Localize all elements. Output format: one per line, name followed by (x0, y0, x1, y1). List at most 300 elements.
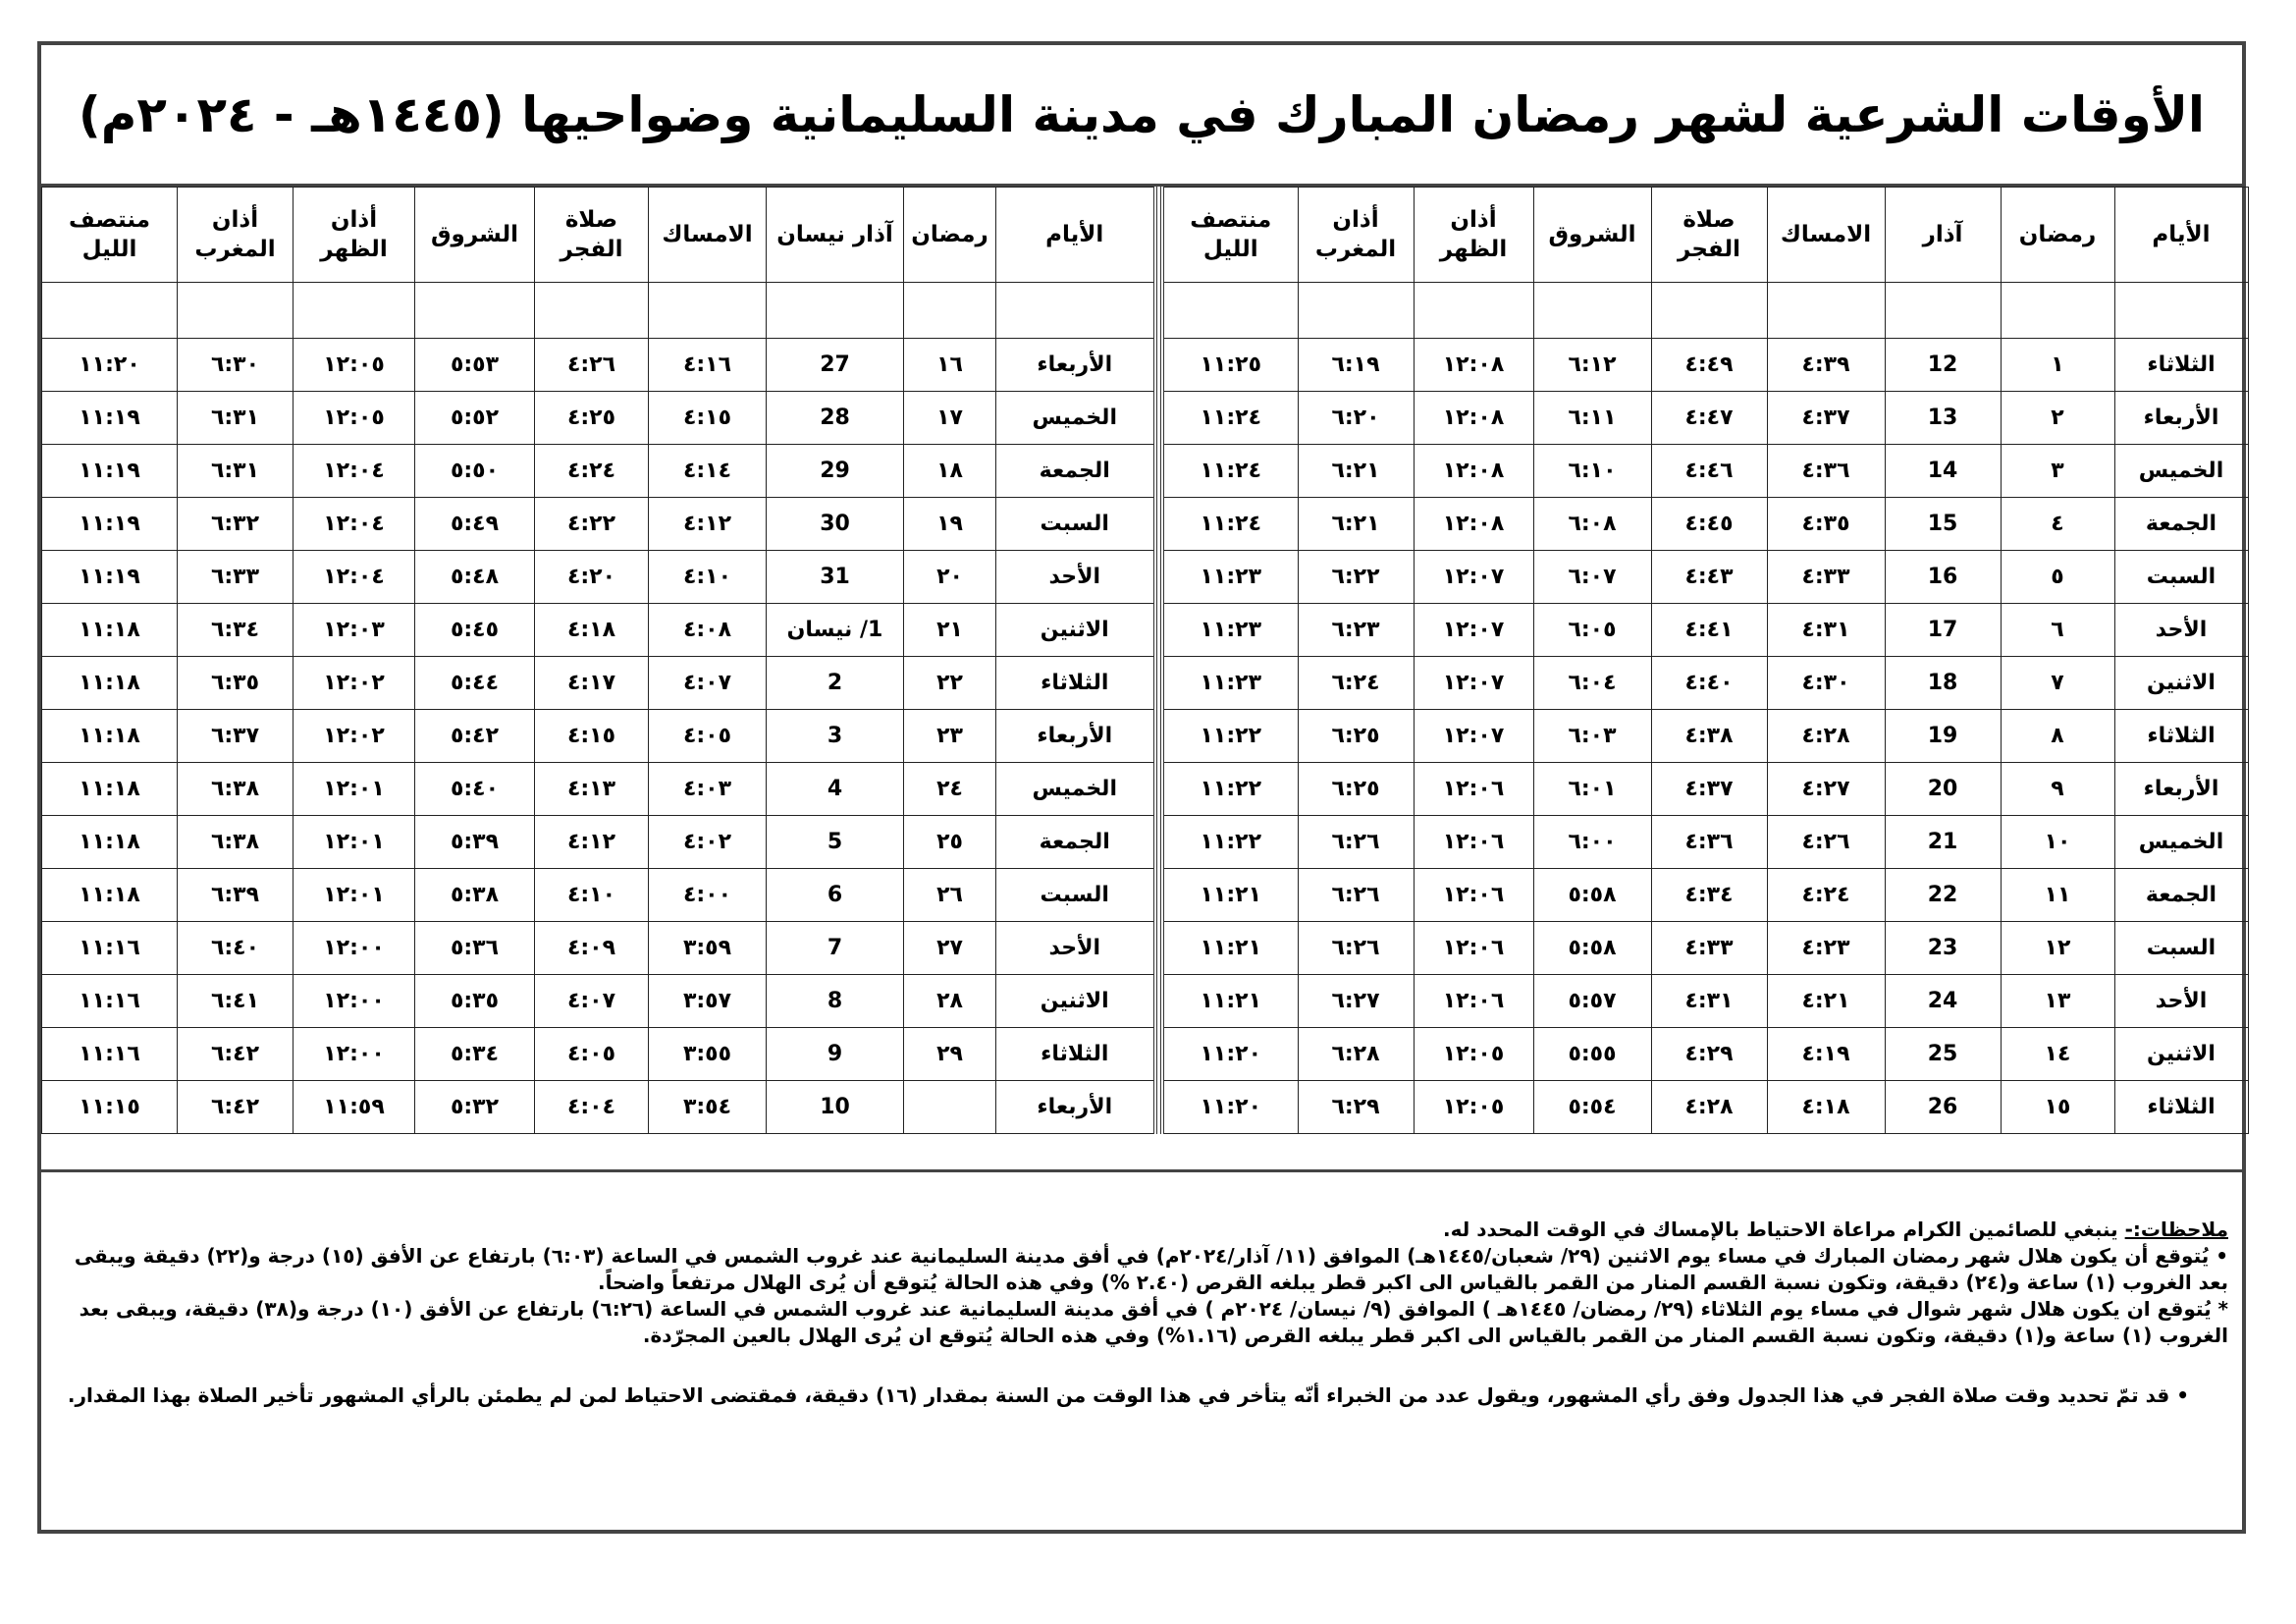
cell-imsak: ٤:١٤ (649, 445, 767, 498)
timetable-left (41, 187, 1157, 1134)
cell-ramadan: ٢٢ (904, 657, 996, 710)
cell-midnight: ١١:١٨ (42, 604, 178, 657)
cell-midnight: ١١:١٩ (42, 392, 178, 445)
cell-imsak: ٤:٣٩ (1767, 339, 1885, 392)
cell-midnight: ١١:٢٣ (1162, 604, 1298, 657)
cell-fajr: ٤:١٧ (535, 657, 649, 710)
cell-gregorian: 7 (767, 922, 904, 975)
cell-dhuhr: ١٢:٠٦ (1414, 922, 1533, 975)
title-box (41, 45, 2242, 187)
timetable-right (1160, 187, 2249, 1134)
header-midnight: منتصف الليل (42, 188, 178, 283)
table-row (1162, 445, 2248, 498)
cell-midnight: ١١:٢١ (1162, 975, 1298, 1028)
cell-sunrise: ٥:٥٥ (1533, 1028, 1651, 1081)
cell-midnight: ١١:٢٤ (1162, 392, 1298, 445)
cell-day: الثلاثاء (2114, 339, 2248, 392)
cell-midnight: ١١:٢٤ (1162, 498, 1298, 551)
cell-ramadan: ١٦ (904, 339, 996, 392)
cell-ramadan: ١ (2001, 339, 2114, 392)
cell-sunrise: ٦:١١ (1533, 392, 1651, 445)
header-imsak: الامساك (649, 188, 767, 283)
cell-sunrise: ٥:٣٢ (415, 1081, 535, 1134)
cell-gregorian: 25 (1885, 1028, 2001, 1081)
cell-sunrise: ٦:١٠ (1533, 445, 1651, 498)
cell-sunrise: ٦:٠٨ (1533, 498, 1651, 551)
cell-sunrise: ٥:٥٢ (415, 392, 535, 445)
cell-imsak: ٤:٣١ (1767, 604, 1885, 657)
cell-gregorian: 6 (767, 869, 904, 922)
cell-midnight: ١١:٢٣ (1162, 551, 1298, 604)
cell-midnight: ١١:٢٣ (1162, 657, 1298, 710)
cell-maghrib: ٦:٣٢ (178, 498, 294, 551)
cell-maghrib: ٦:٢٤ (1298, 657, 1414, 710)
cell-gregorian: 20 (1885, 763, 2001, 816)
cell-maghrib: ٦:٣٧ (178, 710, 294, 763)
cell-maghrib: ٦:٣١ (178, 392, 294, 445)
cell-gregorian: 27 (767, 339, 904, 392)
cell-maghrib: ٦:٣٨ (178, 816, 294, 869)
cell-gregorian: 24 (1885, 975, 2001, 1028)
cell-day: السبت (996, 869, 1155, 922)
cell-imsak: ٤:٢١ (1767, 975, 1885, 1028)
table-row (42, 445, 1155, 498)
cell-imsak: ٣:٥٩ (649, 922, 767, 975)
cell-ramadan: ٢ (2001, 392, 2114, 445)
cell-gregorian: 31 (767, 551, 904, 604)
cell-ramadan: ٤ (2001, 498, 2114, 551)
header-maghrib: أذان المغرب (1298, 188, 1414, 283)
table-row (42, 657, 1155, 710)
cell-gregorian: 4 (767, 763, 904, 816)
cell-day: الأربعاء (996, 1081, 1155, 1134)
cell-day: الأربعاء (996, 710, 1155, 763)
cell-gregorian: 3 (767, 710, 904, 763)
cell-gregorian: 18 (1885, 657, 2001, 710)
cell-fajr: ٤:٣٤ (1651, 869, 1767, 922)
cell-day: الأحد (996, 922, 1155, 975)
cell-fajr: ٤:١٢ (535, 816, 649, 869)
cell-fajr: ٤:٤٠ (1651, 657, 1767, 710)
cell-fajr: ٤:٤٥ (1651, 498, 1767, 551)
cell-sunrise: ٥:٥٧ (1533, 975, 1651, 1028)
cell-gregorian: 10 (767, 1081, 904, 1134)
cell-day: الخميس (996, 763, 1155, 816)
cell-maghrib: ٦:١٩ (1298, 339, 1414, 392)
cell-fajr: ٤:٠٥ (535, 1028, 649, 1081)
cell-dhuhr: ١٢:٠٧ (1414, 604, 1533, 657)
cell-imsak: ٤:٢٦ (1767, 816, 1885, 869)
header-maghrib: أذان المغرب (178, 188, 294, 283)
cell-maghrib: ٦:٣٩ (178, 869, 294, 922)
timetable-right-body (1162, 283, 2248, 1134)
cell-day: الأربعاء (2114, 763, 2248, 816)
cell-fajr: ٤:٢٦ (535, 339, 649, 392)
header-imsak: الامساك (1767, 188, 1885, 283)
cell-imsak: ٣:٥٤ (649, 1081, 767, 1134)
cell-gregorian: 26 (1885, 1081, 2001, 1134)
cell-midnight: ١١:٢١ (1162, 922, 1298, 975)
header-days: الأيام (2114, 188, 2248, 283)
cell-sunrise: ٥:٣٦ (415, 922, 535, 975)
table-row (1162, 1028, 2248, 1081)
cell-dhuhr: ١٢:٠٢ (294, 710, 415, 763)
notes-intro: ينبغي للصائمين الكرام مراعاة الاحتياط بالإمساك في الوقت المحدد له. (1443, 1218, 2118, 1241)
header-days: الأيام (996, 188, 1155, 283)
cell-dhuhr: ١٢:٠١ (294, 816, 415, 869)
cell-dhuhr: ١٢:٠٧ (1414, 551, 1533, 604)
header-fajr: صلاة الفجر (535, 188, 649, 283)
cell-sunrise: ٥:٤٢ (415, 710, 535, 763)
cell-maghrib: ٦:٢٨ (1298, 1028, 1414, 1081)
cell-fajr: ٤:٤٦ (1651, 445, 1767, 498)
cell-sunrise: ٦:٠٠ (1533, 816, 1651, 869)
cell-ramadan: ١٧ (904, 392, 996, 445)
table-row (42, 922, 1155, 975)
spacer-row (1162, 283, 2248, 339)
cell-gregorian: 22 (1885, 869, 2001, 922)
cell-sunrise: ٥:٤٩ (415, 498, 535, 551)
cell-gregorian: 14 (1885, 445, 2001, 498)
cell-sunrise: ٦:٠٧ (1533, 551, 1651, 604)
cell-imsak: ٤:٣٦ (1767, 445, 1885, 498)
table-row (42, 816, 1155, 869)
cell-imsak: ٤:٢٤ (1767, 869, 1885, 922)
cell-maghrib: ٦:٢٦ (1298, 816, 1414, 869)
cell-ramadan: ١١ (2001, 869, 2114, 922)
cell-ramadan: ١٣ (2001, 975, 2114, 1028)
cell-dhuhr: ١٢:٠٦ (1414, 816, 1533, 869)
cell-imsak: ٤:١٢ (649, 498, 767, 551)
cell-midnight: ١١:١٩ (42, 551, 178, 604)
cell-ramadan: ٢٤ (904, 763, 996, 816)
cell-midnight: ١١:١٦ (42, 1028, 178, 1081)
cell-gregorian: 23 (1885, 922, 2001, 975)
cell-sunrise: ٦:١٢ (1533, 339, 1651, 392)
cell-midnight: ١١:١٩ (42, 445, 178, 498)
cell-sunrise: ٦:٠١ (1533, 763, 1651, 816)
cell-gregorian: 17 (1885, 604, 2001, 657)
header-ramadan: رمضان (2001, 188, 2114, 283)
cell-gregorian: 21 (1885, 816, 2001, 869)
cell-sunrise: ٥:٤٤ (415, 657, 535, 710)
cell-day: الاثنين (996, 975, 1155, 1028)
cell-dhuhr: ١٢:٠٤ (294, 445, 415, 498)
cell-sunrise: ٦:٠٥ (1533, 604, 1651, 657)
cell-fajr: ٤:٣٣ (1651, 922, 1767, 975)
cell-midnight: ١١:١٨ (42, 710, 178, 763)
cell-maghrib: ٦:٢٩ (1298, 1081, 1414, 1134)
cell-fajr: ٤:٣٨ (1651, 710, 1767, 763)
cell-fajr: ٤:٢٩ (1651, 1028, 1767, 1081)
cell-maghrib: ٦:٤٢ (178, 1081, 294, 1134)
cell-sunrise: ٥:٥٤ (1533, 1081, 1651, 1134)
cell-dhuhr: ١٢:٠٧ (1414, 657, 1533, 710)
table-row (1162, 392, 2248, 445)
cell-sunrise: ٦:٠٣ (1533, 710, 1651, 763)
header-sunrise: الشروق (415, 188, 535, 283)
cell-day: الأحد (2114, 604, 2248, 657)
cell-day: الاثنين (2114, 1028, 2248, 1081)
cell-maghrib: ٦:٣٣ (178, 551, 294, 604)
header-midnight: منتصف الليل (1162, 188, 1298, 283)
table-row (1162, 551, 2248, 604)
cell-day: السبت (2114, 551, 2248, 604)
cell-dhuhr: ١٢:٠٥ (294, 339, 415, 392)
cell-gregorian: 9 (767, 1028, 904, 1081)
header-gregorian: آذار (1885, 188, 2001, 283)
cell-sunrise: ٥:٥٨ (1533, 869, 1651, 922)
cell-imsak: ٣:٥٥ (649, 1028, 767, 1081)
note-ramadan-crescent: • يُتوقع أن يكون هلال شهر رمضان المبارك في مساء يوم الاثنين (٢٩/ شعبان/١٤٤٥هـ) الموافق (١١/ آذار/٢٠٢٤م) في أفق مدينة السليمانية عند غروب الشمس في الساعة (٦:٠٣) بارتفاع عن الأفق (١٥) درجة و(٢٢) دقيقة ويبقى بعد الغروب (١) ساعة و(٢٤) دقيقة، وتكون نسبة القسم المنار من القمر بالقياس الى اكبر قطر يبلغه القرص (٢.٤٠ %) وفي هذه الحالة يُتوقع أن يُرى الهلال مرتفعاً واضحاً. (74, 1244, 2228, 1294)
cell-maghrib: ٦:٣٥ (178, 657, 294, 710)
cell-maghrib: ٦:٣١ (178, 445, 294, 498)
cell-dhuhr: ١٢:٠٨ (1414, 498, 1533, 551)
cell-midnight: ١١:٢١ (1162, 869, 1298, 922)
cell-imsak: ٤:٣٥ (1767, 498, 1885, 551)
cell-gregorian: 15 (1885, 498, 2001, 551)
cell-ramadan: ٢٥ (904, 816, 996, 869)
cell-fajr: ٤:٢٠ (535, 551, 649, 604)
cell-fajr: ٤:١٣ (535, 763, 649, 816)
cell-midnight: ١١:١٨ (42, 763, 178, 816)
cell-day: الثلاثاء (996, 657, 1155, 710)
cell-gregorian: 12 (1885, 339, 2001, 392)
cell-fajr: ٤:١٠ (535, 869, 649, 922)
header-sunrise: الشروق (1533, 188, 1651, 283)
cell-dhuhr: ١٢:٠١ (294, 869, 415, 922)
table-row (42, 604, 1155, 657)
cell-imsak: ٣:٥٧ (649, 975, 767, 1028)
table-row (1162, 816, 2248, 869)
table-row (42, 710, 1155, 763)
cell-dhuhr: ١٢:٠٤ (294, 551, 415, 604)
cell-imsak: ٤:٠٣ (649, 763, 767, 816)
cell-gregorian: 19 (1885, 710, 2001, 763)
cell-ramadan: ١٩ (904, 498, 996, 551)
cell-maghrib: ٦:٤٢ (178, 1028, 294, 1081)
cell-sunrise: ٥:٣٨ (415, 869, 535, 922)
cell-dhuhr: ١٢:٠٥ (294, 392, 415, 445)
cell-imsak: ٤:١٨ (1767, 1081, 1885, 1134)
cell-ramadan: ٧ (2001, 657, 2114, 710)
cell-maghrib: ٦:٤١ (178, 975, 294, 1028)
cell-midnight: ١١:٢٢ (1162, 710, 1298, 763)
cell-imsak: ٤:٠٧ (649, 657, 767, 710)
cell-dhuhr: ١٢:٠٨ (1414, 392, 1533, 445)
cell-sunrise: ٥:٤٥ (415, 604, 535, 657)
cell-dhuhr: ١١:٥٩ (294, 1081, 415, 1134)
cell-maghrib: ٦:٣٠ (178, 339, 294, 392)
cell-ramadan: ٩ (2001, 763, 2114, 816)
table-row (1162, 975, 2248, 1028)
cell-midnight: ١١:١٦ (42, 975, 178, 1028)
cell-dhuhr: ١٢:٠٧ (1414, 710, 1533, 763)
cell-sunrise: ٥:٥٠ (415, 445, 535, 498)
cell-dhuhr: ١٢:٠٠ (294, 1028, 415, 1081)
cell-midnight: ١١:١٥ (42, 1081, 178, 1134)
cell-day: السبت (2114, 922, 2248, 975)
cell-midnight: ١١:٢٥ (1162, 339, 1298, 392)
notes-heading: ملاحظات:- (2124, 1218, 2228, 1241)
table-row (1162, 339, 2248, 392)
cell-maghrib: ٦:٢٦ (1298, 869, 1414, 922)
cell-dhuhr: ١٢:٠٥ (1414, 1081, 1533, 1134)
cell-imsak: ٤:٣٧ (1767, 392, 1885, 445)
cell-gregorian: 8 (767, 975, 904, 1028)
table-row (42, 498, 1155, 551)
cell-sunrise: ٥:٤٨ (415, 551, 535, 604)
cell-imsak: ٤:٣٣ (1767, 551, 1885, 604)
cell-maghrib: ٦:٢٠ (1298, 392, 1414, 445)
cell-sunrise: ٥:٣٥ (415, 975, 535, 1028)
note-fajr-time: • قد تمّ تحديد وقت صلاة الفجر في هذا الجدول وفق رأي المشهور، ويقول عدد من الخبراء أنّه يتأخر في هذا الوقت من السنة بمقدار (١٦) دقيقة، فمقتضى الاحتياط لمن لم يطمئن بالرأي المشهور تأخير الصلاة بهذا المقدار. (67, 1383, 2189, 1407)
table-row (1162, 869, 2248, 922)
cell-ramadan: ١٤ (2001, 1028, 2114, 1081)
page-title: الأوقات الشرعية لشهر رمضان المبارك في مدينة السليمانية وضواحيها (١٤٤٥هـ - ٢٠٢٤م) (78, 85, 2206, 143)
cell-maghrib: ٦:٣٤ (178, 604, 294, 657)
cell-day: الثلاثاء (996, 1028, 1155, 1081)
cell-day: الجمعة (996, 445, 1155, 498)
cell-ramadan: ٥ (2001, 551, 2114, 604)
cell-day: الثلاثاء (2114, 1081, 2248, 1134)
cell-fajr: ٤:٠٧ (535, 975, 649, 1028)
cell-maghrib: ٦:٣٨ (178, 763, 294, 816)
table-row (1162, 763, 2248, 816)
table-row (42, 869, 1155, 922)
cell-dhuhr: ١٢:٠٨ (1414, 445, 1533, 498)
cell-imsak: ٤:٢٣ (1767, 922, 1885, 975)
notes-section (41, 1169, 2242, 1530)
cell-dhuhr: ١٢:٠٤ (294, 498, 415, 551)
cell-fajr: ٤:٢٥ (535, 392, 649, 445)
cell-midnight: ١١:٢٠ (42, 339, 178, 392)
header-gregorian: آذار نيسان (767, 188, 904, 283)
cell-gregorian: 16 (1885, 551, 2001, 604)
cell-gregorian: 29 (767, 445, 904, 498)
table-row (1162, 498, 2248, 551)
cell-fajr: ٤:٤١ (1651, 604, 1767, 657)
table-row (1162, 657, 2248, 710)
header-row (1162, 188, 2248, 283)
cell-fajr: ٤:٣٧ (1651, 763, 1767, 816)
cell-gregorian: 13 (1885, 392, 2001, 445)
cell-sunrise: ٦:٠٤ (1533, 657, 1651, 710)
cell-midnight: ١١:١٨ (42, 816, 178, 869)
cell-day: الخميس (2114, 445, 2248, 498)
cell-fajr: ٤:٠٤ (535, 1081, 649, 1134)
cell-sunrise: ٥:٣٤ (415, 1028, 535, 1081)
cell-ramadan: ١٨ (904, 445, 996, 498)
cell-fajr: ٤:١٨ (535, 604, 649, 657)
cell-fajr: ٤:٤٣ (1651, 551, 1767, 604)
cell-imsak: ٤:٠٨ (649, 604, 767, 657)
cell-ramadan: ٨ (2001, 710, 2114, 763)
cell-imsak: ٤:١٦ (649, 339, 767, 392)
cell-midnight: ١١:١٩ (42, 498, 178, 551)
cell-ramadan: ١٢ (2001, 922, 2114, 975)
cell-maghrib: ٦:٢١ (1298, 498, 1414, 551)
cell-ramadan: ٢٣ (904, 710, 996, 763)
cell-ramadan: ٣ (2001, 445, 2114, 498)
cell-midnight: ١١:٢٢ (1162, 816, 1298, 869)
cell-fajr: ٤:٣١ (1651, 975, 1767, 1028)
cell-imsak: ٤:٢٧ (1767, 763, 1885, 816)
cell-imsak: ٤:٢٨ (1767, 710, 1885, 763)
cell-imsak: ٤:١٠ (649, 551, 767, 604)
header-row (42, 188, 1155, 283)
cell-ramadan: ٢٨ (904, 975, 996, 1028)
cell-day: الخميس (2114, 816, 2248, 869)
cell-day: الجمعة (2114, 498, 2248, 551)
cell-sunrise: ٥:٥٣ (415, 339, 535, 392)
cell-gregorian: 2 (767, 657, 904, 710)
cell-maghrib: ٦:٢٥ (1298, 763, 1414, 816)
header-dhuhr: أذان الظهر (1414, 188, 1533, 283)
cell-day: الأحد (2114, 975, 2248, 1028)
cell-fajr: ٤:٣٦ (1651, 816, 1767, 869)
table-row (42, 1028, 1155, 1081)
cell-day: السبت (996, 498, 1155, 551)
cell-imsak: ٤:١٥ (649, 392, 767, 445)
cell-midnight: ١١:٢٠ (1162, 1028, 1298, 1081)
cell-fajr: ٤:٢٢ (535, 498, 649, 551)
cell-gregorian: 30 (767, 498, 904, 551)
header-dhuhr: أذان الظهر (294, 188, 415, 283)
spacer-row (42, 283, 1155, 339)
cell-maghrib: ٦:٢٢ (1298, 551, 1414, 604)
cell-day: الأربعاء (2114, 392, 2248, 445)
cell-imsak: ٤:٠٢ (649, 816, 767, 869)
cell-sunrise: ٥:٣٩ (415, 816, 535, 869)
table-row (1162, 710, 2248, 763)
header-fajr: صلاة الفجر (1651, 188, 1767, 283)
cell-dhuhr: ١٢:٠١ (294, 763, 415, 816)
cell-maghrib: ٦:٢٦ (1298, 922, 1414, 975)
cell-ramadan: ١٥ (2001, 1081, 2114, 1134)
cell-dhuhr: ١٢:٠٥ (1414, 1028, 1533, 1081)
cell-imsak: ٤:١٩ (1767, 1028, 1885, 1081)
cell-imsak: ٤:٠٥ (649, 710, 767, 763)
cell-day: الاثنين (2114, 657, 2248, 710)
cell-fajr: ٤:٤٧ (1651, 392, 1767, 445)
cell-gregorian: 1/ نيسان (767, 604, 904, 657)
cell-ramadan: ١٠ (2001, 816, 2114, 869)
cell-fajr: ٤:٢٨ (1651, 1081, 1767, 1134)
cell-dhuhr: ١٢:٠٢ (294, 657, 415, 710)
cell-midnight: ١١:١٦ (42, 922, 178, 975)
cell-midnight: ١١:١٨ (42, 657, 178, 710)
table-row (1162, 1081, 2248, 1134)
cell-dhuhr: ١٢:٠٣ (294, 604, 415, 657)
cell-sunrise: ٥:٤٠ (415, 763, 535, 816)
cell-day: الاثنين (996, 604, 1155, 657)
cell-midnight: ١١:١٨ (42, 869, 178, 922)
table-row (1162, 604, 2248, 657)
cell-maghrib: ٦:٢١ (1298, 445, 1414, 498)
cell-dhuhr: ١٢:٠٠ (294, 922, 415, 975)
cell-maghrib: ٦:٢٣ (1298, 604, 1414, 657)
cell-fajr: ٤:١٥ (535, 710, 649, 763)
cell-dhuhr: ١٢:٠٨ (1414, 339, 1533, 392)
cell-gregorian: 5 (767, 816, 904, 869)
cell-midnight: ١١:٢٢ (1162, 763, 1298, 816)
cell-fajr: ٤:٤٩ (1651, 339, 1767, 392)
cell-maghrib: ٦:٢٧ (1298, 975, 1414, 1028)
cell-fajr: ٤:٢٤ (535, 445, 649, 498)
cell-day: الجمعة (2114, 869, 2248, 922)
cell-maghrib: ٦:٢٥ (1298, 710, 1414, 763)
